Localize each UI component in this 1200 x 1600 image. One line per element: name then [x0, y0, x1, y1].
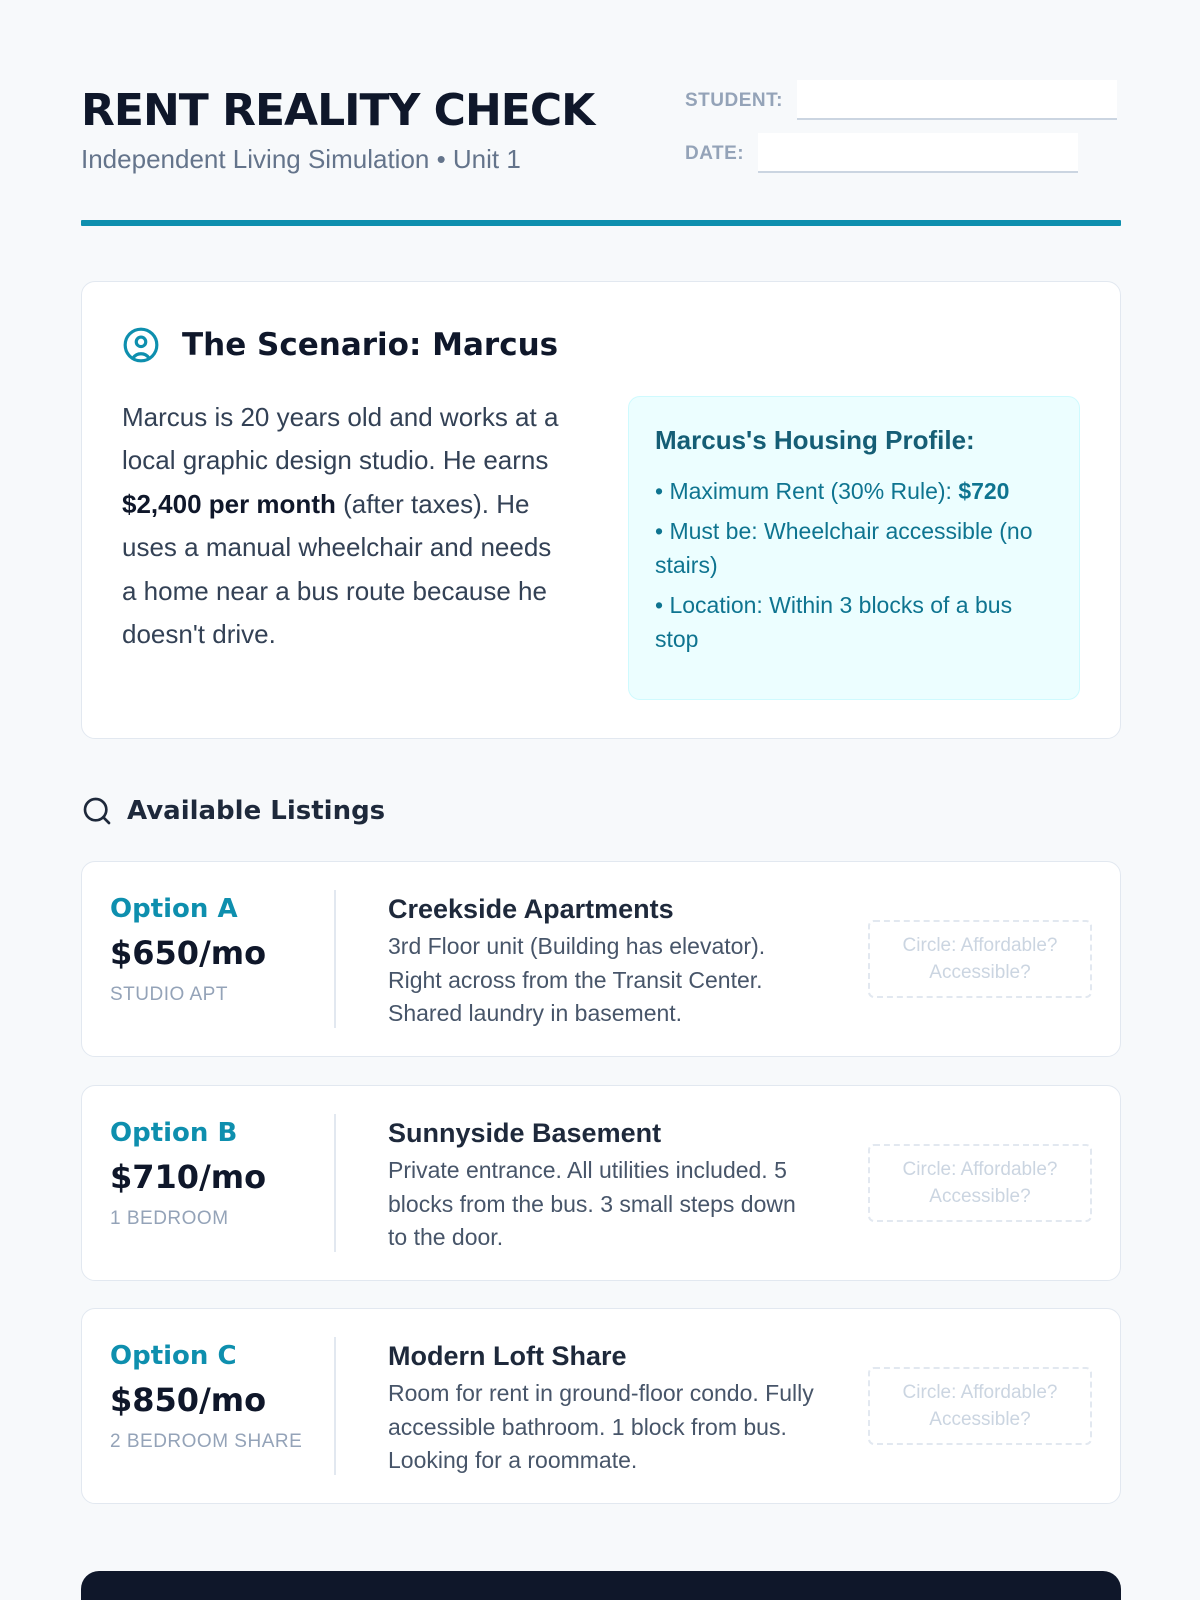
date-input[interactable]	[758, 133, 1078, 173]
page-title: RENT REALITY CHECK	[81, 85, 595, 136]
listing-name: Sunnyside Basement	[388, 1118, 662, 1148]
scenario-card	[81, 281, 1121, 739]
footer-bar	[81, 1571, 1121, 1600]
scenario-text-end: (after taxes). He uses a manual wheelchair and needs a home near a bus route because he doesn't drive.	[122, 488, 552, 650]
listing-price: $710/mo	[110, 1158, 267, 1196]
profile-item-value: $720	[958, 478, 1010, 504]
circle-answer-box[interactable]: Circle: Affordable? Accessible?	[868, 1144, 1092, 1222]
listing-divider	[334, 1337, 336, 1475]
listing-name: Creekside Apartments	[388, 894, 674, 924]
listing-description: Room for rent in ground-floor condo. Fully accessible bathroom. 1 block from bus. Looking for a roommate.	[388, 1380, 814, 1474]
listings-title: Available Listings	[127, 796, 386, 826]
listing-option-label: Option B	[110, 1118, 238, 1148]
scenario-text-start: Marcus is 20 years old and works at a local graphic design studio. He earns	[122, 402, 559, 476]
listing-divider	[334, 890, 336, 1028]
scenario-title: The Scenario: Marcus	[182, 327, 559, 363]
profile-item-text: • Location: Within 3 blocks of a bus stop	[655, 592, 1013, 652]
listing-price: $850/mo	[110, 1381, 267, 1419]
profile-item-location	[655, 588, 1053, 656]
listing-card	[81, 1085, 1121, 1281]
circle-answer-box[interactable]: Circle: Affordable? Accessible?	[868, 920, 1092, 998]
scenario-income: $2,400 per month	[122, 488, 336, 519]
profile-item-text: • Must be: Wheelchair accessible (no stairs)	[655, 518, 1033, 578]
profile-item-text: • Maximum Rent (30% Rule):	[655, 478, 959, 504]
header-divider	[81, 220, 1121, 226]
listing-option-label: Option C	[110, 1341, 237, 1371]
listing-type: 1 BEDROOM	[110, 1208, 229, 1229]
profile-item-accessibility	[655, 514, 1053, 582]
scenario-header	[122, 326, 558, 364]
listing-name: Modern Loft Share	[388, 1341, 627, 1371]
date-field	[685, 133, 1078, 173]
page-subtitle: Independent Living Simulation • Unit 1	[81, 144, 521, 174]
listing-type: 2 BEDROOM SHARE	[110, 1431, 303, 1452]
listing-description: Private entrance. All utilities included. 5 blocks from the bus. 3 small steps down to the door.	[388, 1157, 796, 1251]
user-circle-icon	[122, 326, 160, 364]
student-field	[685, 80, 1117, 120]
student-input[interactable]	[797, 80, 1117, 120]
worksheet-header	[81, 80, 1121, 226]
listing-description: 3rd Floor unit (Building has elevator). Right across from the Transit Center. Shared laundry in basement.	[388, 933, 766, 1027]
search-icon	[81, 795, 113, 827]
scenario-description	[122, 396, 572, 656]
housing-profile-box	[628, 396, 1080, 700]
profile-item-max-rent	[655, 474, 1053, 508]
date-label: DATE:	[685, 143, 745, 164]
listing-type: STUDIO APT	[110, 984, 228, 1005]
housing-profile-title: Marcus's Housing Profile:	[655, 425, 975, 455]
listing-card	[81, 1308, 1121, 1504]
listing-option-label: Option A	[110, 894, 238, 924]
listing-divider	[334, 1114, 336, 1252]
listing-price: $650/mo	[110, 934, 267, 972]
student-label: STUDENT:	[685, 90, 783, 111]
circle-answer-box[interactable]: Circle: Affordable? Accessible?	[868, 1367, 1092, 1445]
listings-header	[81, 795, 385, 827]
listing-card	[81, 861, 1121, 1057]
